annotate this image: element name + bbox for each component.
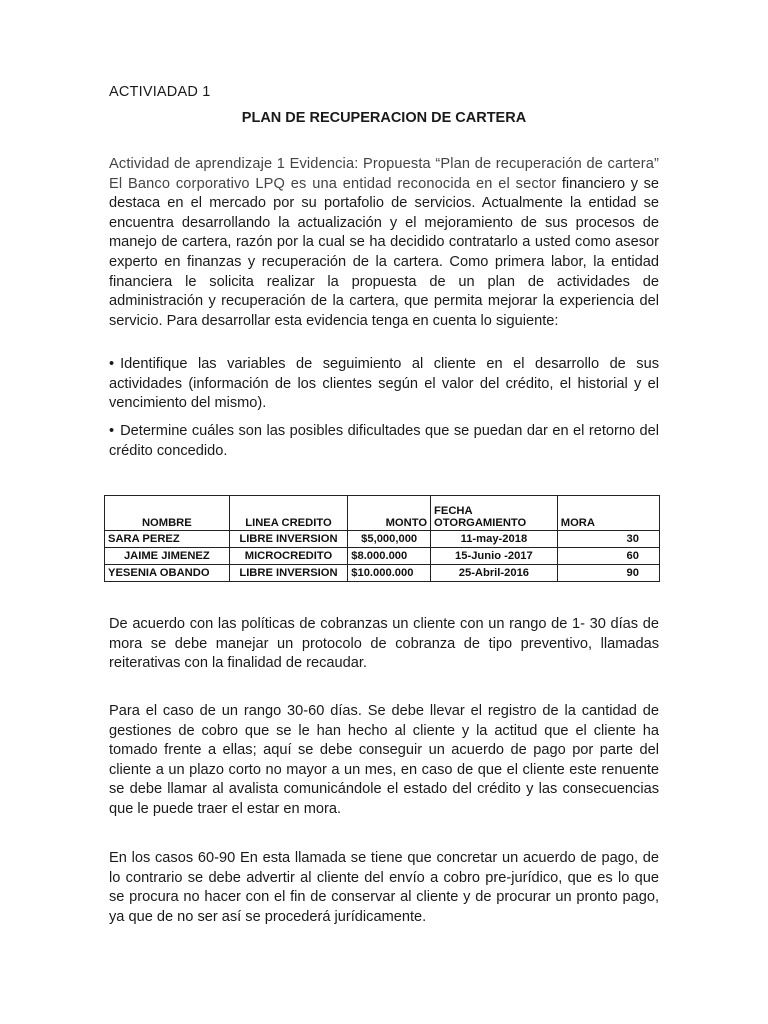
cell-linea: LIBRE INVERSION bbox=[229, 531, 348, 548]
header-monto: MONTO bbox=[348, 496, 431, 531]
cell-fecha: 25-Abril-2016 bbox=[431, 565, 558, 582]
table-row bbox=[105, 565, 660, 582]
cell-nombre: SARA PEREZ bbox=[105, 531, 230, 548]
cell-mora: 30 bbox=[557, 531, 659, 548]
paragraph-range-30-60: Para el caso de un rango 30-60 días. Se debe llevar el registro de la cantidad de gestiones de cobro que se le han hecho al cliente y la actitud que el cliente ha tomado frente a ellas; aquí se debe conseguir un acuerdo de pago por parte del cliente a un plazo corto no mayor a un mes, en caso de que el cliente este renuente se debe llamar al avalista comunicándole el estado del crédito y las consecuencias que le puede traer el estar en mora. bbox=[109, 703, 659, 817]
header-nombre: NOMBRE bbox=[105, 496, 230, 531]
bullet-marker: • bbox=[109, 356, 115, 372]
header-fecha-bottom: OTORGAMIENTO bbox=[434, 517, 527, 529]
cell-nombre: JAIME JIMENEZ bbox=[105, 548, 230, 565]
bullet-text-2: Determine cuáles son las posibles dificultades que se puedan dar en el retorno del crédito concedido. bbox=[109, 423, 659, 459]
bullet-marker: • bbox=[109, 423, 115, 439]
header-mora: MORA bbox=[557, 496, 659, 531]
cell-linea: LIBRE INVERSION bbox=[229, 565, 348, 582]
table-row bbox=[105, 548, 660, 565]
cell-mora: 60 bbox=[557, 548, 659, 565]
cell-nombre: YESENIA OBANDO bbox=[105, 565, 230, 582]
cell-linea: MICROCREDITO bbox=[229, 548, 348, 565]
document-title: PLAN DE RECUPERACION DE CARTERA bbox=[241, 110, 527, 126]
header-fecha-otorgamiento bbox=[431, 496, 558, 531]
cell-fecha: 15-Junio -2017 bbox=[431, 548, 558, 565]
intro-lead: Actividad de aprendizaje 1 Evidencia: Propuesta “Plan de recuperación de cartera” El Banco corporativo LPQ es una entidad reconocida en el sector bbox=[109, 156, 659, 192]
cell-mora: 90 bbox=[557, 565, 659, 582]
cell-fecha: 11-may-2018 bbox=[431, 531, 558, 548]
cell-monto: $8.000.000 bbox=[348, 548, 431, 565]
activity-label: ACTIVIADAD 1 bbox=[109, 84, 211, 100]
header-fecha-top: FECHA bbox=[434, 505, 473, 517]
bullet-item-2 bbox=[109, 422, 659, 461]
table-row bbox=[105, 531, 660, 548]
bullet-item-1 bbox=[109, 355, 659, 414]
header-linea-credito: LINEA CREDITO bbox=[229, 496, 348, 531]
credit-table bbox=[104, 495, 660, 582]
bullet-text-1: Identifique las variables de seguimiento al cliente en el desarrollo de sus actividades (información de los clientes según el valor del crédito, el historial y el vencimiento del mismo). bbox=[109, 356, 659, 412]
cell-monto: $5,000,000 bbox=[348, 531, 431, 548]
cell-monto: $10.000.000 bbox=[348, 565, 431, 582]
paragraph-range-60-90: En los casos 60-90 En esta llamada se tiene que concretar un acuerdo de pago, de lo contrario se debe advertir al cliente del envío a cobro pre-jurídico, que es lo que se procura no hacer con el fin de conservar al cliente y de procurar un pronto pago, ya que de no ser así se procederá jurídicamente. bbox=[109, 850, 659, 925]
intro-body: financiero y se destaca en el mercado por su portafolio de servicios. Actualmente la entidad se encuentra desarrollando la actualización y el mejoramiento de sus procesos de manejo de cartera, razón por la cual se ha decidido contratarlo a usted como asesor experto en finanzas y recuperación de la cartera. Como primera labor, la entidad financiera le solicita realizar la propuesta de un plan de actividades de administración y recuperación de la cartera, que permita mejorar la experiencia del servicio. Para desarrollar esta evidencia tenga en cuenta lo siguiente: bbox=[109, 175, 659, 329]
paragraph-range-1-30: De acuerdo con las políticas de cobranzas un cliente con un rango de 1- 30 días de mora se debe manejar un protocolo de cobranza de tipo preventivo, llamadas reiterativas con la finalidad de recaudar. bbox=[109, 616, 659, 672]
intro-paragraph bbox=[109, 155, 659, 331]
table-header-row bbox=[105, 496, 660, 531]
